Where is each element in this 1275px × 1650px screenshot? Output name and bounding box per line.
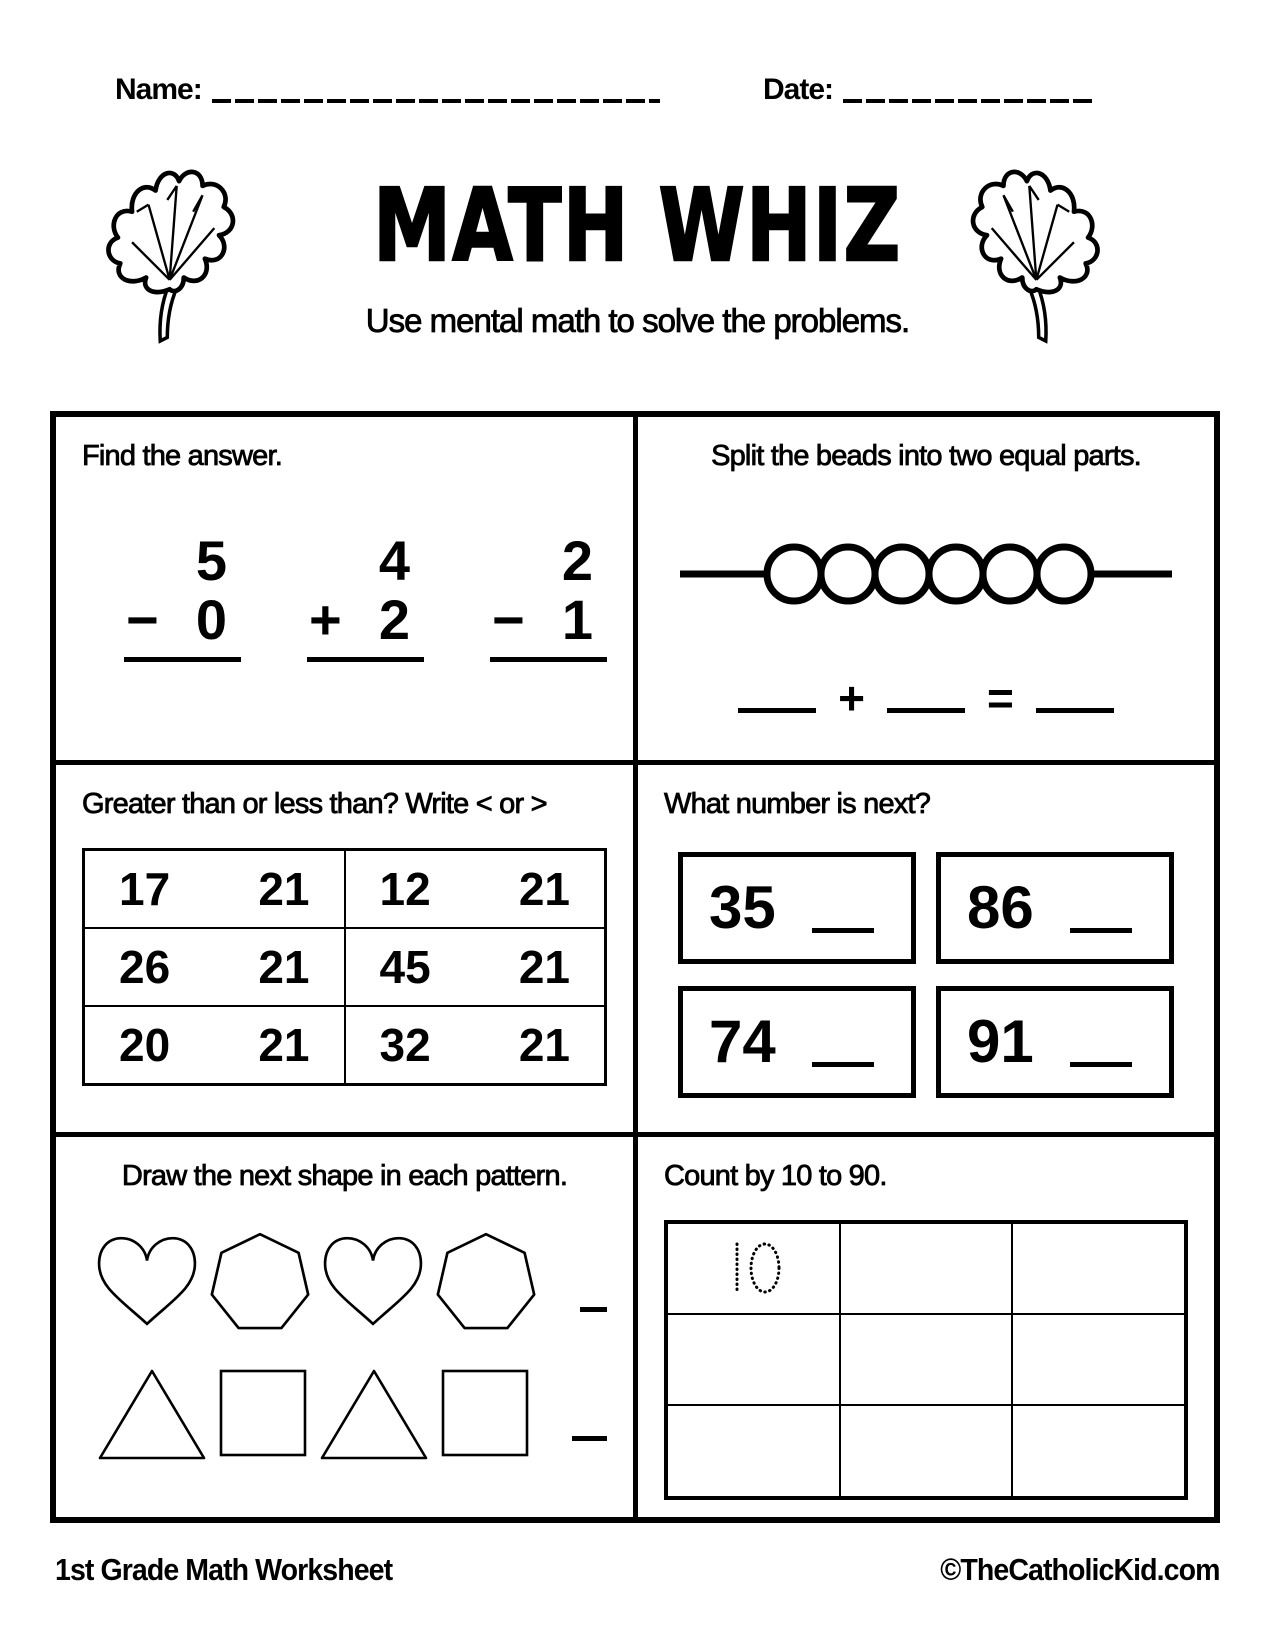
section-heading: Count by 10 to 90. (664, 1160, 887, 1192)
bottom-operand: 2 (378, 587, 410, 651)
date-write-line (843, 99, 1093, 103)
operator: + (309, 587, 342, 651)
bottom-operand: 0 (195, 587, 227, 651)
heptagon-icon (434, 1228, 538, 1334)
count-cell (841, 1315, 1012, 1404)
triangle-icon (96, 1364, 208, 1463)
operator: − (492, 587, 525, 651)
section-count-by-10 (638, 1137, 1214, 1522)
comparison-pair (84, 928, 345, 1006)
count-cell (841, 1406, 1012, 1495)
section-heading: What number is next? (664, 788, 931, 820)
bottom-row (124, 587, 241, 663)
left-number: 26 (119, 940, 171, 993)
comparison-pair (84, 850, 345, 928)
heptagon-icon (208, 1228, 312, 1334)
comparison-pair (345, 850, 606, 928)
name-field (115, 75, 660, 105)
top-operand: 5 (195, 528, 227, 592)
arithmetic-problem (490, 528, 607, 663)
answer-blank (887, 708, 965, 713)
right-number: 21 (518, 1018, 570, 1071)
arithmetic-problem (124, 528, 241, 663)
footer-worksheet-label: 1st Grade Math Worksheet (55, 1552, 393, 1587)
answer-blank (1070, 928, 1132, 933)
operator: − (126, 587, 159, 651)
section-draw-shape (56, 1137, 638, 1522)
next-number-box (936, 986, 1174, 1098)
equals-sign: = (987, 671, 1014, 724)
arithmetic-problem (307, 528, 424, 663)
section-next-number (638, 765, 1214, 1137)
comparison-table (82, 848, 607, 1086)
left-number: 20 (119, 1018, 171, 1071)
next-number-box (678, 986, 916, 1098)
left-number: 17 (119, 862, 171, 915)
date-field (763, 75, 1093, 105)
answer-blank (738, 708, 816, 713)
name-label: Name: (115, 73, 202, 106)
left-number: 12 (379, 862, 431, 915)
seed-number: 86 (967, 874, 1034, 942)
page-title: MATH WHIZ (373, 167, 902, 284)
answer-blank (812, 1062, 874, 1067)
next-number-box (936, 852, 1174, 964)
count-cell (841, 1224, 1012, 1313)
right-number: 21 (258, 862, 310, 915)
bead (1037, 547, 1091, 601)
count-cell (668, 1315, 839, 1404)
count-cell (1013, 1224, 1184, 1313)
seed-number: 74 (709, 1008, 776, 1076)
bead (767, 547, 821, 601)
section-split-beads (638, 417, 1214, 765)
left-number: 45 (379, 940, 431, 993)
answer-blank (572, 1436, 607, 1441)
count-cell-traced-10 (668, 1224, 839, 1313)
bead-string-graphic (676, 514, 1176, 634)
shape-pattern-2 (82, 1364, 607, 1463)
right-number: 21 (258, 940, 310, 993)
answer-blank (1036, 708, 1114, 713)
next-number-box (678, 852, 916, 964)
bead (875, 547, 929, 601)
arithmetic-problems (82, 528, 607, 663)
count-cell (668, 1406, 839, 1495)
bottom-row (307, 587, 424, 663)
bead (929, 547, 983, 601)
count-cell (1013, 1315, 1184, 1404)
trace-number-10 (711, 1236, 795, 1300)
comparison-pair (345, 1006, 606, 1084)
heart-icon (322, 1234, 424, 1328)
plus-sign: + (838, 671, 865, 724)
bead (821, 547, 875, 601)
left-number: 32 (379, 1018, 431, 1071)
answer-blank (1070, 1062, 1132, 1067)
section-heading: Split the beads into two equal parts. (711, 440, 1141, 472)
bead (983, 547, 1037, 601)
right-number: 21 (518, 862, 570, 915)
count-cell (1013, 1406, 1184, 1495)
right-number: 21 (518, 940, 570, 993)
problem-grid (50, 411, 1220, 1523)
top-operand: 4 (378, 528, 410, 592)
section-heading: Find the answer. (82, 440, 282, 472)
seed-number: 91 (967, 1008, 1034, 1076)
square-icon (440, 1368, 530, 1458)
right-number: 21 (258, 1018, 310, 1071)
date-label: Date: (763, 73, 834, 106)
section-find-answer (56, 417, 638, 765)
footer-copyright: ©TheCatholicKid.com (940, 1552, 1220, 1587)
heart-icon (96, 1234, 198, 1328)
square-icon (218, 1368, 308, 1458)
section-greater-less (56, 765, 638, 1137)
seed-number: 35 (709, 874, 776, 942)
shape-pattern-1 (82, 1228, 607, 1334)
next-number-boxes (664, 852, 1188, 1098)
top-operand: 2 (561, 528, 593, 592)
count-table (664, 1220, 1188, 1500)
comparison-pair (345, 928, 606, 1006)
section-heading: Greater than or less than? Write < or > (82, 788, 547, 820)
bottom-operand: 1 (561, 587, 593, 651)
answer-blank (580, 1307, 607, 1312)
bead-equation (664, 671, 1188, 724)
triangle-icon (318, 1364, 430, 1463)
name-write-line (212, 99, 660, 103)
page-subtitle: Use mental math to solve the problems. (365, 302, 910, 339)
bottom-row (490, 587, 607, 663)
comparison-pair (84, 1006, 345, 1084)
section-heading: Draw the next shape in each pattern. (121, 1160, 568, 1192)
answer-blank (812, 928, 874, 933)
